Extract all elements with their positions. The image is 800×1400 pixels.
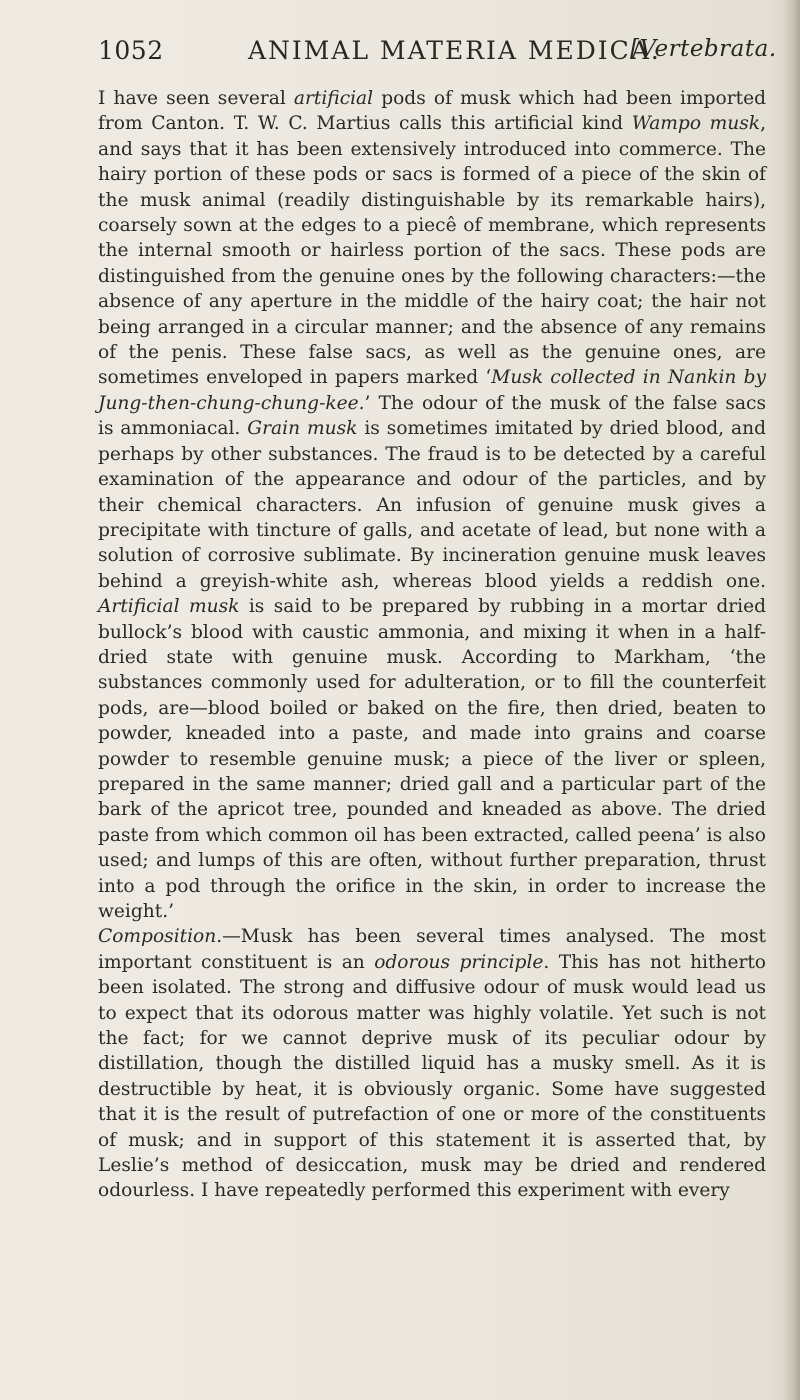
page-edge-shadow [782,0,800,1400]
page-number: 1052 [98,36,164,65]
text-run: is sometimes imitated by dried blood, and perhaps by other substances. The fraud is to be detected by a careful examination of the appearance and odour of the particles, and by their chemical characters. An infusion of genuine musk gives a precipitate with tincture of galls, and acetate of lead, but none with a solution of corrosive sublimate. By incineration genuine musk leaves behind a greyish-white ash, whereas blood yields a reddish one. [98,418,767,592]
paragraph [98,86,766,924]
italic-text: Artificial musk [98,596,240,618]
body-text [98,86,766,1204]
italic-text: Wampo musk [631,113,761,135]
text-run: —Musk has been several times analysed. The most important constituent is an [98,926,766,973]
italic-text: artificial [293,88,374,109]
text-run: I have seen several [98,88,294,109]
italic-text: odorous principle [374,951,544,973]
text-run: ’ The odour of the musk of the false sacs is ammoniacal. [98,392,766,440]
italic-text: Grain musk [247,418,358,440]
italic-text: Composition. [98,926,223,948]
text-run: pods of musk which had been imported from Canton. T. W. C. Martius calls this artificial kind [98,88,766,135]
paragraph [98,924,766,1203]
section-tag: [Vertebrata. [630,36,777,62]
page-header [98,36,778,76]
text-run: . This has not hitherto been isolated. The strong and diffusive odour of musk would lead us to expect that its odorous matter was highly volatile. Yet such is not the fact; for we cannot deprive musk of its peculiar odour by distillation, though the distilled liquid has a musky smell. As it is destructible by heat, it is obviously organic. Some have suggested that it is the result of putrefaction of one or more of the constituents of musk; and in support of this statement it is asserted that, by Leslie’s method of desiccation, musk may be dried and rendered odourless. I have repeatedly performed this experiment with every [98,951,766,1202]
text-run: is said to be prepared by rubbing in a mortar dried bullock’s blood with caustic ammonia, and mixing it when in a half-dried state with genuine musk. According to Markham, ‘the substances commonly used for adulteration, or to fill the counterfeit pods, are—blood boiled or baked on the fire, then dried, beaten to powder, kneaded into a paste, and made into grains and coarse powder to resemble genuine musk; a piece of the liver or spleen, prepared in the same manner; dried gall and a particular part of the bark of the apricot tree, pounded and kneaded as above. The dried paste from which common oil has been extracted, called peena’ is also used; and lumps of this are often, without further preparation, thrust into a pod through the orifice in the skin, in order to increase the weight.’ [98,596,767,922]
text-run: , and says that it has been extensively introduced into commerce. The hairy portion of these pods or sacs is formed of a piece of the skin of the musk animal (readily distinguishable by its remarkable hairs), coarsely sown at the edges to a piecê of membrane, which represents the internal smooth or hairless portion of the sacs. These pods are distinguished from the genuine ones by the following characters:—the absence of any aperture in the middle of the hairy coat; the hair not being arranged in a circular manner; and the absence of any remains of the penis. These false sacs, as well as the genuine ones, are sometimes enveloped in papers marked ‘ [98,113,766,389]
italic-text: Musk collected in Nankin by Jung-then-chung-chung-kee. [98,367,766,414]
running-title: ANIMAL MATERIA MEDICA. [248,36,661,65]
